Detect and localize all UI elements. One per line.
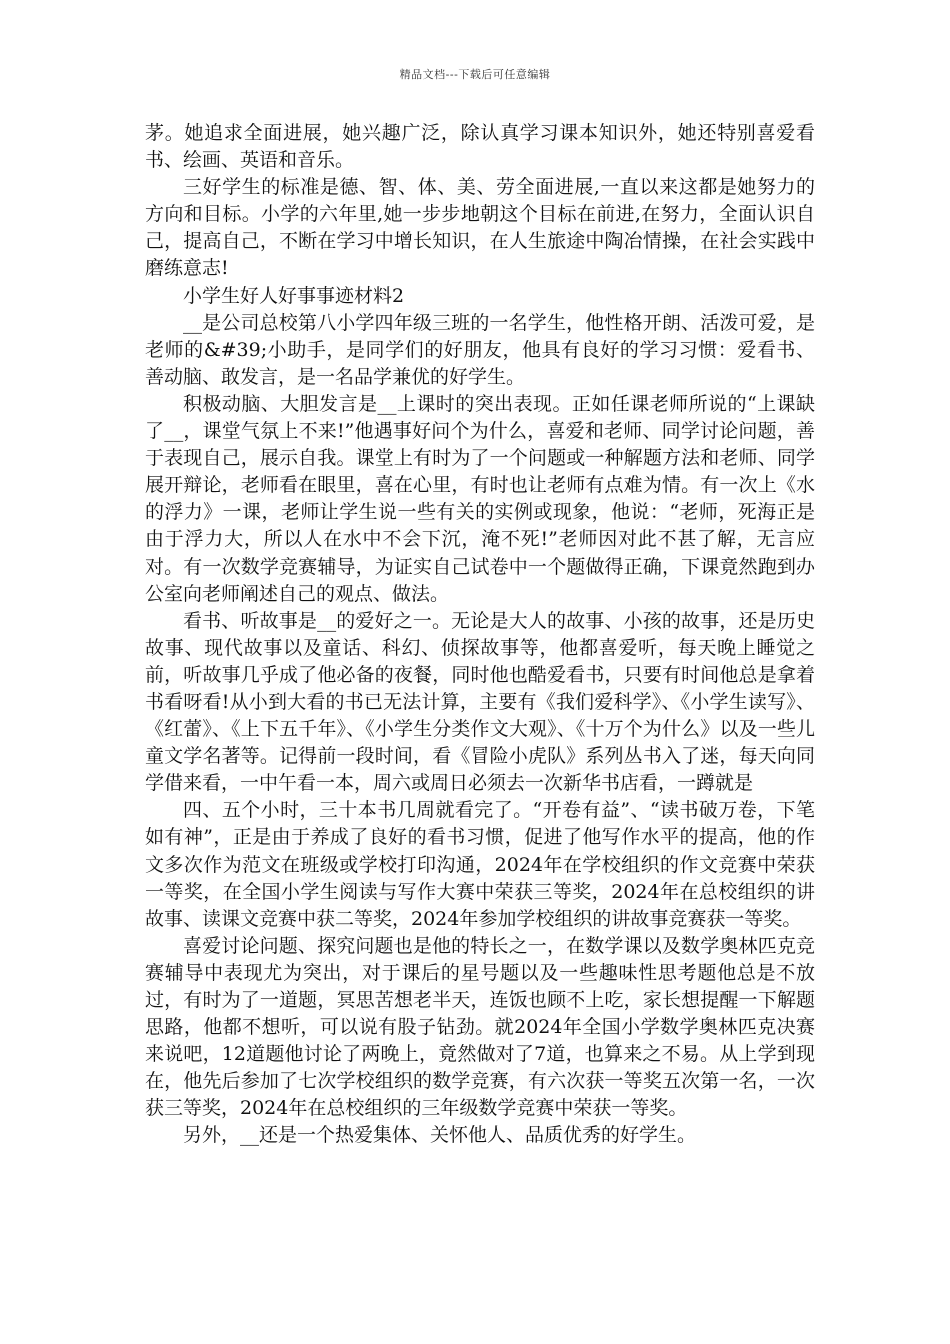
paragraph-5: 看书、听故事是__的爱好之一。无论是大人的故事、小孩的故事，还是历史故事、现代故事以及童话、科幻、侦探故事等，他都喜爱听，每天晚上睡觉之前，听故事几乎成了他必备的夜餐，同时他也酷爱看书，只要有时间他总是拿着书看呀看!从小到大看的书已无法计算，主要有《我们爱科学》、《小学生读写》、《红蕾》、《上下五千年》、《小学生分类作文大观》、《十万个为什么》以及一些儿童文学名著等。记得前一段时间，看《冒险小虎队》系列丛书入了迷，每天向同学借来看，一中午看一本，周六或周日必须去一次新华书店看，一蹲就是 <box>145 609 815 795</box>
paragraph-4: 积极动脑、大胆发言是__上课时的突出表现。正如任课老师所说的“上课缺了__，课堂气氛上不来!”他遇事好问个为什么，喜爱和老师、同学讨论问题，善于表现自己，展示自我。课堂上有时为了一个问题或一种解题方法和老师、同学展开辩论，老师看在眼里，喜在心里，有时也让老师有点难为情。有一次上《水的浮力》一课，老师让学生说一些有关的实例或现象，他说：“老师，死海正是由于浮力大，所以人在水中不会下沉，淹不死!”老师因对此不甚了解，无言应对。有一次数学竞赛辅导，为证实自己试卷中一个题做得正确，下课竟然跑到办公室向老师阐述自己的观点、做法。 <box>145 392 815 605</box>
paragraph-1: 茅。她追求全面进展，她兴趣广泛，除认真学习课本知识外，她还特别喜爱看书、绘画、英语和音乐。 <box>145 122 815 172</box>
page-header: 精品文档---下载后可任意编辑 <box>399 68 551 81</box>
paragraph-2: 三好学生的标准是德、智、体、美、劳全面进展,一直以来这都是她努力的方向和目标。小学的六年里,她一步步地朝这个目标在前进,在努力，全面认识自己，提高自己，不断在学习中增长知识，在人生旅途中陶冶情操，在社会实践中磨练意志! <box>145 176 815 280</box>
paragraph-7: 喜爱讨论问题、探究问题也是他的特长之一，在数学课以及数学奥林匹克竞赛辅导中表现尤为突出，对于课后的星号题以及一些趣味性思考题他总是不放过，有时为了一道题，冥思苦想老半天，连饭也顾不上吃，家长想提醒一下解题思路，他都不想听，可以说有股子钻劲。就2024年全国小学数学奥林匹克决赛来说吧，12道题他讨论了两晚上，竟然做对了7道，也算来之不易。从上学到现在，他先后参加了七次学校组织的数学竞赛，有六次获一等奖五次第一名，一次获三等奖，2024年在总校组织的三年级数学竞赛中荣获一等奖。 <box>145 934 815 1120</box>
document-body <box>145 120 815 1150</box>
paragraph-8: 另外，__还是一个热爱集体、关怀他人、品质优秀的好学生。 <box>183 1124 697 1147</box>
paragraph-6: 四、五个小时，三十本书几周就看完了。“开卷有益”、“读书破万卷，下笔如有神”，正是由于养成了良好的看书习惯，促进了他写作水平的提高，他的作文多次作为范文在班级或学校打印沟通，2024年在学校组织的作文竞赛中荣获一等奖，在全国小学生阅读与写作大赛中荣获三等奖，2024年在总校组织的讲故事、读课文竞赛中获二等奖，2024年参加学校组织的讲故事竞赛获一等奖。 <box>145 799 815 930</box>
paragraph-3: __是公司总校第八小学四年级三班的一名学生，他性格开朗、活泼可爱，是老师的&#39;小助手，是同学们的好朋友，他具有良好的学习习惯：爱看书、善动脑、敢发言，是一名品学兼优的好学生。 <box>145 311 815 388</box>
section-heading: 小学生好人好事事迹材料2 <box>183 284 405 307</box>
